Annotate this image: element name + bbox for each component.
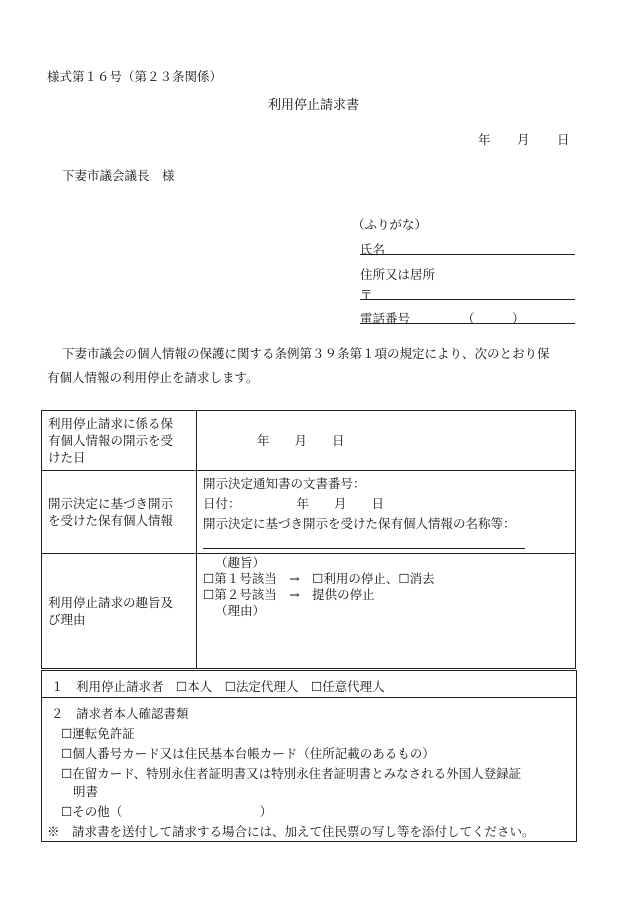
form-number: 様式第１６号（第２３条関係） bbox=[47, 69, 223, 84]
address-label: 住所又は居所 bbox=[360, 267, 436, 282]
disclosed-date-row bbox=[203, 494, 575, 514]
label-line: けた日 bbox=[48, 450, 86, 465]
addressee: 下妻市議会議長 様 bbox=[62, 168, 175, 183]
disclosure-date-value: 年 月 日 bbox=[257, 433, 345, 448]
label-line: 利用停止請求に係る保 bbox=[48, 416, 174, 431]
phone-label: 電話番号 bbox=[360, 311, 411, 326]
phone-paren: （ ） bbox=[462, 311, 525, 326]
mailing-note: ※ 請求書を送付して請求する場合には、加えて住民票の写し等を添付してください。 bbox=[47, 824, 535, 839]
id-option-residence-card-cont: 明書 bbox=[73, 784, 99, 799]
table-row bbox=[42, 471, 576, 554]
table-row bbox=[42, 411, 576, 471]
body-line-2: 有個人情報の利用停止を請求します。 bbox=[47, 370, 259, 385]
label-line: び理由 bbox=[48, 612, 86, 627]
reason-heading: （理由） bbox=[215, 603, 266, 618]
doc-number-label: 開示決定通知書の文書番号： bbox=[203, 476, 366, 491]
table-row bbox=[42, 554, 576, 669]
purpose-option-1: ☐第１号該当 → ☐利用の停止、☐消去 bbox=[203, 571, 435, 586]
year-label: 年 bbox=[478, 132, 491, 147]
label-line: 有個人情報の開示を受 bbox=[48, 433, 174, 448]
disclosed-info-label bbox=[42, 471, 197, 554]
body-line-1: 下妻市議会の個人情報の保護に関する条例第３９条第１項の規定により、次のとおり保 bbox=[62, 346, 550, 361]
requester-line: １ 利用停止請求者 ☐本人 ☐法定代理人 ☐任意代理人 bbox=[51, 679, 385, 694]
id-doc-heading: ２ 請求者本人確認書類 bbox=[51, 706, 189, 721]
date-value: 年 月 日 bbox=[296, 496, 385, 511]
month-label: 月 bbox=[517, 132, 530, 147]
address-line bbox=[360, 299, 575, 300]
day-label: 日 bbox=[557, 132, 570, 147]
id-option-mynumber-card: ☐個人番号カード又は住民基本台帳カード（住所記載のあるもの） bbox=[61, 746, 435, 761]
name-label: 氏名 bbox=[360, 242, 386, 257]
purpose-reason-cell bbox=[197, 554, 576, 669]
id-option-drivers-license: ☐運転免許証 bbox=[61, 726, 135, 741]
label-line: 開示決定に基づき開示 bbox=[48, 496, 174, 511]
label-line: を受けた保有個人情報 bbox=[48, 513, 174, 528]
page-title: 利用停止請求書 bbox=[268, 98, 360, 113]
name-line bbox=[360, 254, 575, 255]
info-name-label: 開示決定に基づき開示を受けた保有個人情報の名称等： bbox=[203, 516, 516, 531]
disclosure-date-label bbox=[42, 411, 197, 471]
info-name-line bbox=[203, 548, 525, 549]
phone-line bbox=[360, 323, 575, 324]
divider bbox=[42, 697, 576, 698]
disclosed-info-cell bbox=[197, 471, 576, 554]
requester-box bbox=[41, 670, 577, 842]
purpose-option-2: ☐第２号該当 → 提供の停止 bbox=[203, 587, 375, 602]
disclosure-date-cell bbox=[197, 411, 576, 471]
id-option-other: ☐その他（ ） bbox=[61, 804, 273, 819]
label-line: 利用停止請求の趣旨及 bbox=[48, 595, 174, 610]
postal-mark: 〒 bbox=[360, 287, 373, 302]
furigana-label: （ふりがな） bbox=[352, 217, 428, 232]
id-option-residence-card: ☐在留カード、特別永住者証明書又は特別永住者証明書とみなされる外国人登録証 bbox=[61, 766, 522, 781]
date-label: 日付： bbox=[203, 496, 241, 511]
purpose-heading: （趣旨） bbox=[215, 555, 266, 570]
purpose-reason-label bbox=[42, 554, 197, 669]
request-details-table bbox=[41, 410, 576, 669]
